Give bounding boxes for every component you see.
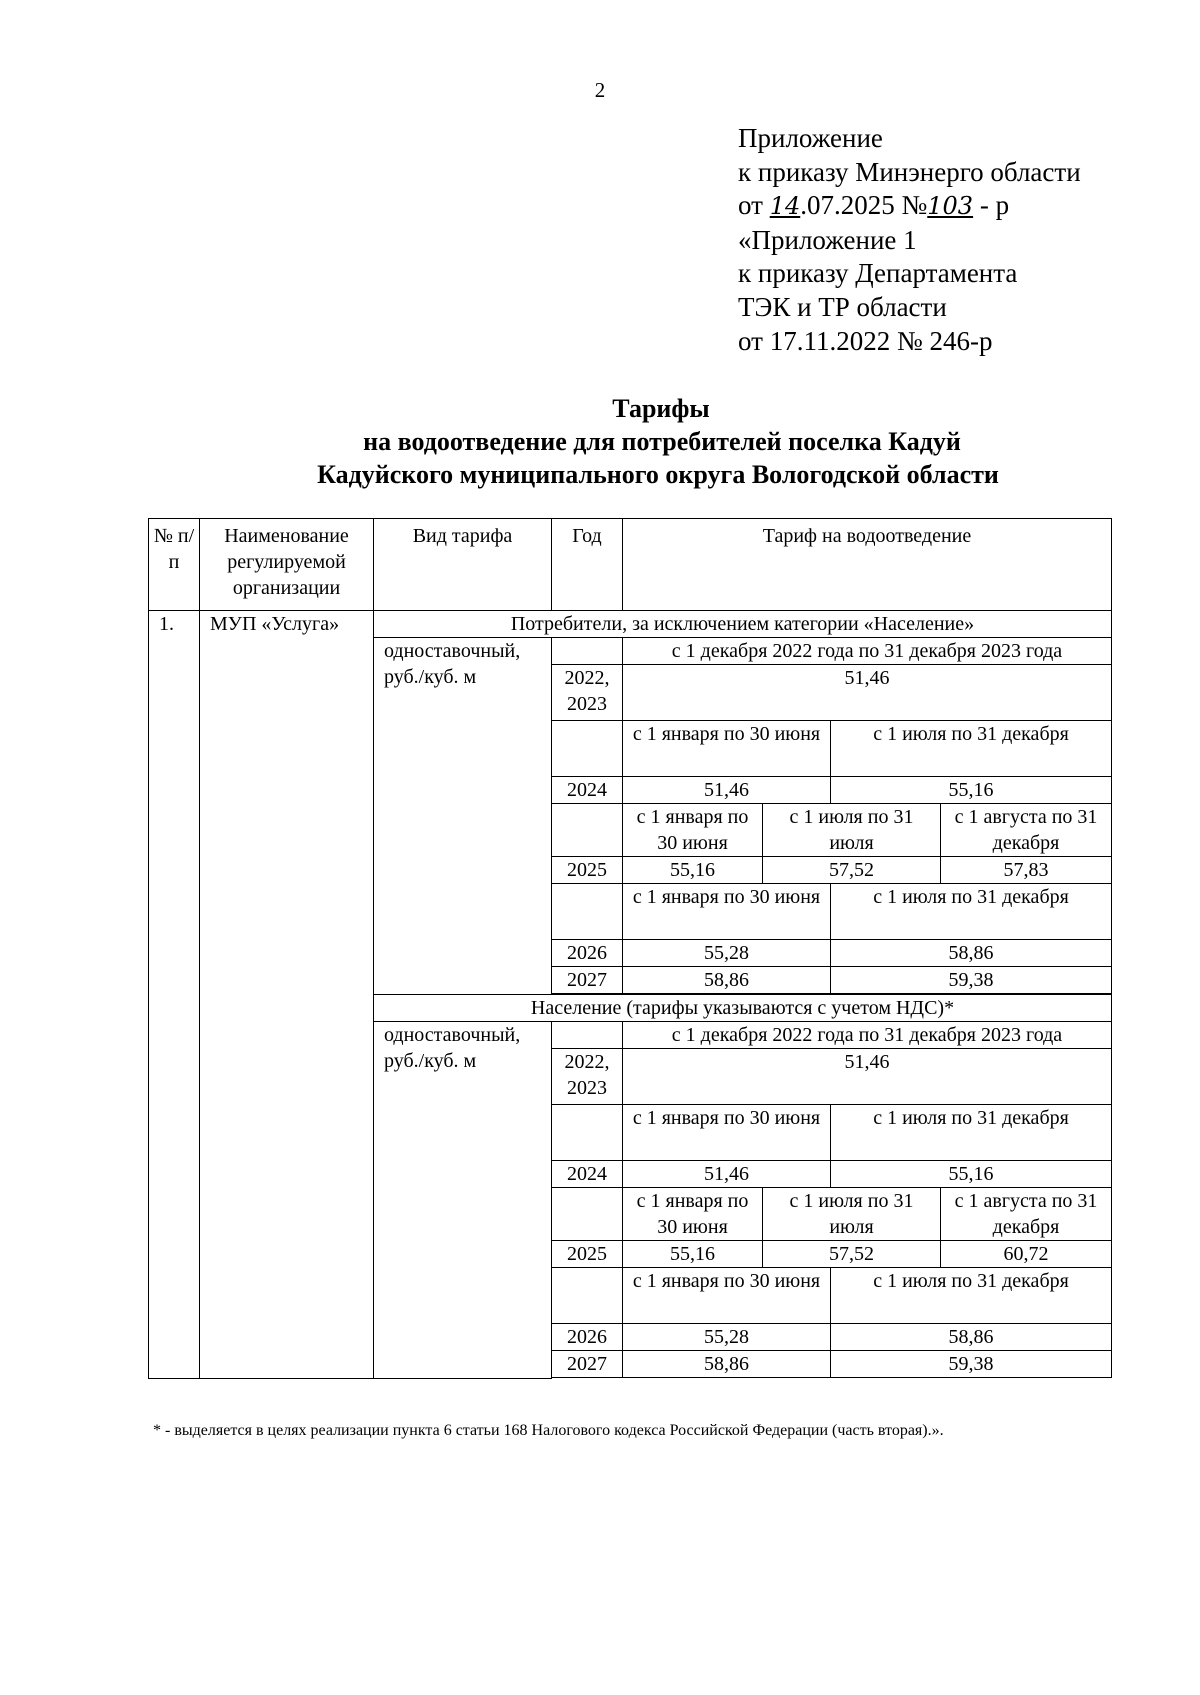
year-cell xyxy=(552,1268,623,1324)
period-label: с 1 января по 30 июня xyxy=(623,1188,763,1241)
tariff-value: 60,72 xyxy=(941,1241,1112,1268)
header-tariff: Тариф на водоотведение xyxy=(623,519,1112,611)
period-label: с 1 декабря 2022 года по 31 декабря 2023 года xyxy=(623,1022,1112,1049)
appendix-line: Приложение xyxy=(738,123,883,153)
tariff-value: 59,38 xyxy=(831,1351,1112,1378)
tariff-value: 57,52 xyxy=(763,1241,941,1268)
period-label: с 1 августа по 31 декабря xyxy=(941,1188,1112,1241)
period-label: с 1 января по 30 июня xyxy=(623,1268,831,1324)
year-cell: 2022, 2023 xyxy=(552,665,623,721)
period-label: с 1 декабря 2022 года по 31 декабря 2023 года xyxy=(623,638,1112,665)
year-cell xyxy=(552,884,623,940)
appendix-line: «Приложение 1 xyxy=(738,224,917,255)
row-number: 1. xyxy=(149,611,200,1379)
year-cell xyxy=(552,638,623,665)
tariffs-table xyxy=(148,518,1112,1379)
appendix-line: к приказу Минэнерго области xyxy=(738,156,1081,187)
period-label: с 1 января по 30 июня xyxy=(623,804,763,857)
footnote: * - выделяется в целях реализации пункта 6 статьи 168 Налогового кодекса Российской Федерации (часть вторая).». xyxy=(153,1422,944,1439)
year-cell: 2025 xyxy=(552,1241,623,1268)
year-cell xyxy=(552,1105,623,1161)
tariff-value: 58,86 xyxy=(623,967,831,994)
appendix-order-line xyxy=(738,189,1081,224)
tariff-value: 55,28 xyxy=(623,940,831,967)
appendix-line-middle: .07.2025 № xyxy=(800,190,928,221)
year-cell: 2026 xyxy=(552,1324,623,1351)
tariff-value: 51,46 xyxy=(623,1161,831,1188)
year-cell: 2024 xyxy=(552,1161,623,1188)
table-header-row xyxy=(149,519,1112,611)
year-cell xyxy=(552,1022,623,1049)
period-label: с 1 июля по 31 декабря xyxy=(831,1105,1112,1161)
appendix-line: к приказу Департамента xyxy=(738,258,1018,289)
appendix-block xyxy=(738,122,1081,358)
spacer-cell xyxy=(552,1378,1112,1379)
header-type: Вид тарифа xyxy=(374,519,552,611)
appendix-line-suffix: - р xyxy=(973,190,1010,221)
tariff-value: 55,28 xyxy=(623,1324,831,1351)
tariff-value: 55,16 xyxy=(623,1241,763,1268)
header-num: № п/п xyxy=(149,519,200,611)
tariff-value: 55,16 xyxy=(831,777,1112,804)
table-row xyxy=(149,611,1112,638)
tariff-value: 51,46 xyxy=(623,1049,1112,1105)
title-line: на водоотведение для потребителей поселка Кадуй xyxy=(363,427,961,456)
period-label: с 1 января по 30 июня xyxy=(623,721,831,777)
year-cell: 2022, 2023 xyxy=(552,1049,623,1105)
document-title xyxy=(0,392,1200,491)
title-line: Кадуйского муниципального округа Вологодской области xyxy=(317,460,999,489)
handwritten-day: 14 xyxy=(769,192,801,221)
tariff-value: 59,38 xyxy=(831,967,1112,994)
tariff-value: 57,52 xyxy=(763,857,941,884)
header-year: Год xyxy=(552,519,623,611)
tariff-value: 51,46 xyxy=(623,777,831,804)
year-cell xyxy=(552,721,623,777)
period-label: с 1 июля по 31 декабря xyxy=(831,1268,1112,1324)
tariff-value: 58,86 xyxy=(831,940,1112,967)
period-label: с 1 июля по 31 декабря xyxy=(831,884,1112,940)
period-label: с 1 января по 30 июня xyxy=(623,1105,831,1161)
year-cell: 2027 xyxy=(552,1351,623,1378)
period-label: с 1 июля по 31 июля xyxy=(763,804,941,857)
handwritten-number: 103 xyxy=(927,192,974,221)
year-cell: 2027 xyxy=(552,967,623,994)
category-label: Население (тарифы указываются с учетом НДС)* xyxy=(374,995,1112,1022)
period-label: с 1 августа по 31 декабря xyxy=(941,804,1112,857)
page-number: 2 xyxy=(594,78,606,102)
tariff-type: одноставочный, руб./куб. м xyxy=(374,1022,552,1379)
year-cell: 2026 xyxy=(552,940,623,967)
appendix-line-prefix: от xyxy=(738,190,770,221)
period-label: с 1 июля по 31 декабря xyxy=(831,721,1112,777)
year-cell: 2024 xyxy=(552,777,623,804)
period-label: с 1 января по 30 июня xyxy=(623,884,831,940)
year-cell xyxy=(552,804,623,857)
organization-name: МУП «Услуга» xyxy=(200,611,374,1379)
title-line: Тарифы xyxy=(612,394,710,423)
tariff-value: 55,16 xyxy=(831,1161,1112,1188)
category-label: Потребители, за исключением категории «Население» xyxy=(374,611,1112,638)
year-cell: 2025 xyxy=(552,857,623,884)
tariff-type: одноставочный, руб./куб. м xyxy=(374,638,552,995)
tariff-value: 55,16 xyxy=(623,857,763,884)
tariff-value: 51,46 xyxy=(623,665,1112,721)
tariff-value: 58,86 xyxy=(831,1324,1112,1351)
year-cell xyxy=(552,1188,623,1241)
appendix-line: ТЭК и ТР области xyxy=(738,291,947,322)
header-org: Наименование регулируемой организации xyxy=(200,519,374,611)
period-label: с 1 июля по 31 июля xyxy=(763,1188,941,1241)
appendix-line: от 17.11.2022 № 246-р xyxy=(738,325,993,356)
tariff-value: 57,83 xyxy=(941,857,1112,884)
tariff-value: 58,86 xyxy=(623,1351,831,1378)
